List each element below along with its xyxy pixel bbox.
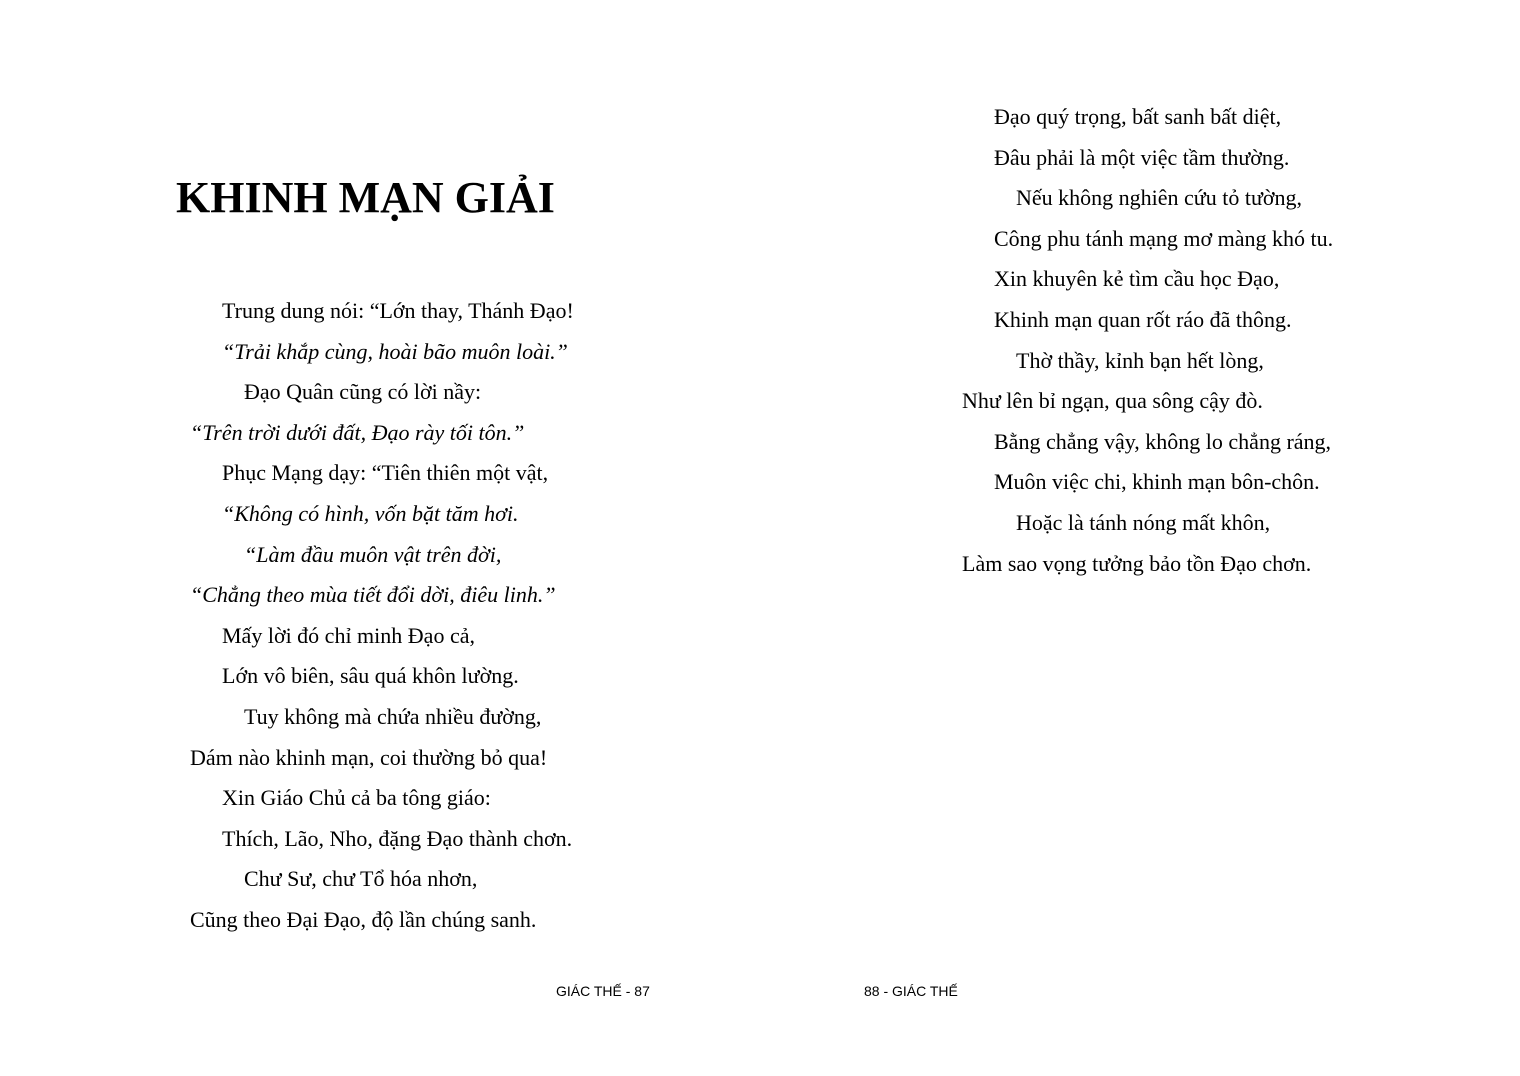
page-number-footer: GIÁC THẾ - 87 — [556, 983, 650, 999]
verse-line: Đạo Quân cũng có lời nầy: — [244, 379, 482, 405]
verse-line: “Trên trời dưới đất, Đạo rày tối tôn.” — [190, 419, 525, 445]
verse-line: Thờ thầy, kỉnh bạn hết lòng, — [1016, 347, 1264, 373]
verse-line: Lớn vô biên, sâu quá khôn lường. — [222, 663, 519, 689]
verse-line: Thích, Lão, Nho, đặng Đạo thành chơn. — [222, 825, 573, 851]
verse-line: Chư Sư, chư Tổ hóa nhơn, — [244, 866, 478, 892]
verse-line: Trung dung nói: “Lớn thay, Thánh Đạo! — [222, 298, 574, 323]
verse-line: Bằng chẳng vậy, không lo chẳng ráng, — [994, 428, 1332, 454]
verse-line: Xin Giáo Chủ cả ba tông giáo: — [222, 785, 491, 811]
verse-line: Phục Mạng dạy: “Tiên thiên một vật, — [222, 460, 549, 486]
verse-line: “Không có hình, vốn bặt tăm hơi. — [222, 500, 519, 526]
chapter-title: KHINH MẠN GIẢI — [176, 173, 555, 222]
verse-line: Xin khuyên kẻ tìm cầu học Đạo, — [994, 266, 1280, 292]
verse-line: Tuy không mà chứa nhiều đường, — [244, 703, 542, 729]
verse-line: Nếu không nghiên cứu tỏ tường, — [1016, 185, 1302, 211]
right-verse-block — [962, 97, 1333, 584]
verse-line: Làm sao vọng tưởng bảo tồn Đạo chơn. — [962, 550, 1312, 576]
verse-line: “Chẳng theo mùa tiết đổi dời, điêu linh.” — [190, 582, 556, 608]
verse-line: Khinh mạn quan rốt ráo đã thông. — [994, 306, 1292, 332]
verse-line: Muôn việc chi, khinh mạn bôn-chôn. — [994, 469, 1320, 495]
verse-line: Dám nào khinh mạn, coi thường bỏ qua! — [190, 744, 548, 770]
verse-line: Đạo quý trọng, bất sanh bất diệt, — [994, 104, 1282, 129]
verse-line: Như lên bỉ ngạn, qua sông cậy đò. — [962, 388, 1263, 414]
verse-line: “Trải khắp cùng, hoài bão muôn loài.” — [222, 338, 568, 364]
verse-line: Hoặc là tánh nóng mất khôn, — [1016, 509, 1271, 535]
verse-line: “Làm đầu muôn vật trên đời, — [244, 541, 502, 567]
verse-line: Công phu tánh mạng mơ màng khó tu. — [994, 225, 1334, 251]
verse-line: Mấy lời đó chỉ minh Đạo cả, — [222, 622, 475, 648]
verse-line: Đâu phải là một việc tầm thường. — [994, 144, 1290, 170]
verse-line: Cũng theo Đại Đạo, độ lần chúng sanh. — [190, 906, 537, 932]
left-verse-block — [190, 291, 574, 941]
page-number-footer: 88 - GIÁC THẾ — [864, 983, 958, 999]
